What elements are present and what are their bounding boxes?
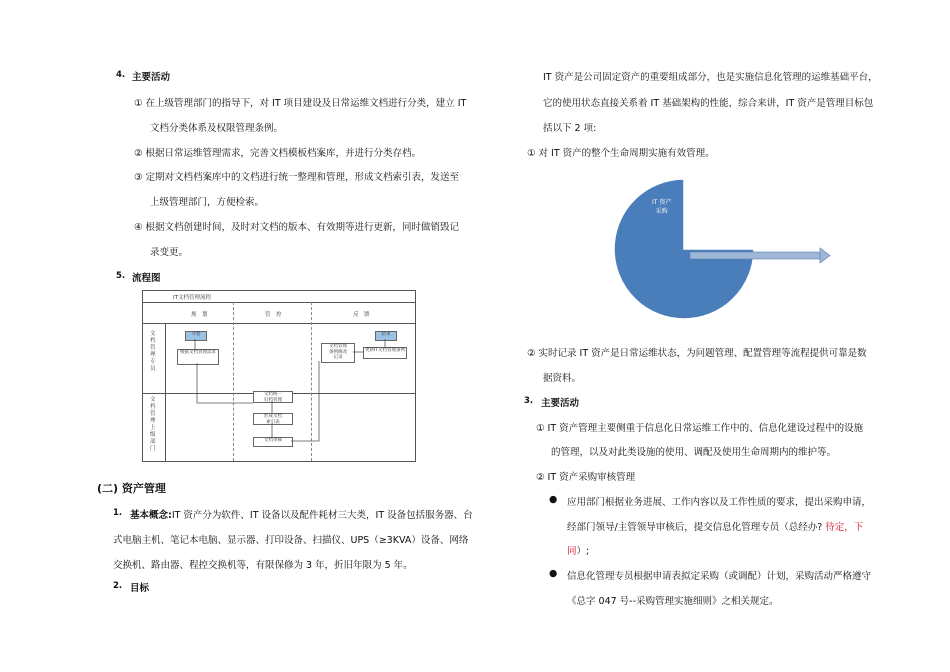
section2-heading: (二) 资产管理 bbox=[97, 482, 166, 495]
item3-title: 主要活动 bbox=[541, 398, 580, 409]
item4-line6: ④ 根据文档创建时间，及时对文档的版本、有效期等进行更新，同时做销毁记 bbox=[134, 222, 460, 233]
right-para-line1: IT 资产是公司固定资产的重要组成部分，也是实施信息化管理的运维基础平台， bbox=[543, 72, 878, 83]
bullet2-dot: ● bbox=[549, 568, 558, 579]
node-record: 文档管理 条例修改 记录 bbox=[321, 343, 355, 363]
phase-control: 管 控 bbox=[265, 312, 282, 318]
item4-line2: 文档分类体系及权限管理条例。 bbox=[150, 123, 284, 134]
node-index: 形成文档 索引表 bbox=[253, 413, 293, 425]
pie-label: IT 资产 采购 bbox=[652, 199, 672, 215]
bullet2-line1: 信息化管理专员根据申请表拟定采购（或调配）计划，采购活动严格遵守 bbox=[567, 571, 872, 582]
goal2-line1: ② 实时记录 IT 资产是日常运维状态，为问题管理、配置管理等流程提供可靠是数 bbox=[527, 348, 867, 359]
bullet1-line3: 同）; bbox=[567, 546, 590, 557]
c1-number: 1. bbox=[113, 508, 123, 518]
act2-heading: ② IT 资产采购审核管理 bbox=[536, 472, 636, 483]
right-para-line2: 它的使用状态直接关系着 IT 基础架构的性能，综合来讲，IT 资产是管理目标包 bbox=[543, 98, 874, 109]
item4-line5: 上级管理部门，方便检索。 bbox=[150, 197, 265, 208]
bullet1-line2: 经部门领导/主管领导审核后，提交信息化管理专员（总经办? 待定，下 bbox=[567, 522, 864, 533]
arrow-shaft bbox=[690, 252, 820, 259]
right-para-line3: 括以下 2 项: bbox=[543, 123, 597, 134]
bullet2-line2: 《总字 047 号--采购管理实施细则》之相关规定。 bbox=[567, 596, 779, 607]
node-update: 更新IT文档管理条例 bbox=[363, 347, 407, 359]
item5-number: 5. bbox=[116, 271, 126, 281]
flow-arrows bbox=[143, 291, 415, 461]
c2-title: 目标 bbox=[130, 583, 150, 594]
phase-feedback: 反 馈 bbox=[353, 312, 370, 318]
bullet1-dot: ● bbox=[549, 494, 558, 505]
flow-title: IT文档管理流程 bbox=[173, 295, 211, 301]
item4-line4: ③ 定期对文档档案库中的文档进行统一整理和管理，形成文档索引表，发送至 bbox=[134, 172, 460, 183]
phase-plan: 规 划 bbox=[191, 312, 208, 318]
node-archive: 文档统一 归档管理 bbox=[253, 391, 293, 403]
role-specialist: 文档管理专员 bbox=[150, 331, 156, 372]
item4-line1: ① 在上级管理部门的指导下，对 IT 项目建设及日常运维文档进行分类，建立 IT bbox=[134, 98, 467, 109]
role-upper-dept: 文档管理上级部门 bbox=[150, 397, 156, 452]
node-review: 文档审核 bbox=[253, 437, 293, 447]
pie-figure bbox=[608, 173, 838, 333]
item4-line7: 录变更。 bbox=[150, 247, 189, 258]
bullet1-line1: 应用部门根据业务进展、工作内容以及工作性质的要求，提出采购申请， bbox=[567, 497, 872, 508]
c1-line1: 基本概念:IT 资产分为软件、IT 设备以及配件耗材三大类，IT 设备包括服务器、台 bbox=[130, 510, 473, 521]
c2-number: 2. bbox=[113, 581, 123, 591]
flowchart bbox=[142, 290, 416, 462]
goal2-line2: 据资料。 bbox=[543, 373, 582, 384]
act1-line1: ① IT 资产管理主要侧重于信息化日常运维工作中的、信息化建设过程中的设施 bbox=[536, 423, 864, 434]
item4-number: 4. bbox=[116, 70, 126, 80]
item4-title: 主要活动 bbox=[132, 72, 171, 83]
item4-line3: ② 根据日常运维管理需求，完善文档模板档案库，并进行分类存档。 bbox=[134, 148, 422, 159]
arrow-head bbox=[820, 248, 830, 263]
pie-slice bbox=[614, 179, 754, 319]
node-end: 结束 bbox=[375, 331, 397, 341]
item5-title: 流程图 bbox=[132, 273, 161, 284]
act1-line2: 的管理，以及对此类设施的使用、调配及使用生命周期内的维护等。 bbox=[551, 447, 837, 458]
node-requirement: 根据文档管理需求 bbox=[177, 349, 219, 365]
goal1: ① 对 IT 资产的整个生命周期实施有效管理。 bbox=[527, 148, 715, 159]
node-start: 开始 bbox=[185, 331, 207, 341]
c1-line3: 交换机、路由器、程控交换机等，有限保修为 3 年，折旧年限为 5 年。 bbox=[113, 560, 413, 571]
c1-line2: 式电脑主机、笔记本电脑、显示器、打印设备、扫描仪、UPS（≥3KVA）设备、网络 bbox=[113, 535, 469, 546]
item3-number: 3. bbox=[524, 396, 534, 406]
